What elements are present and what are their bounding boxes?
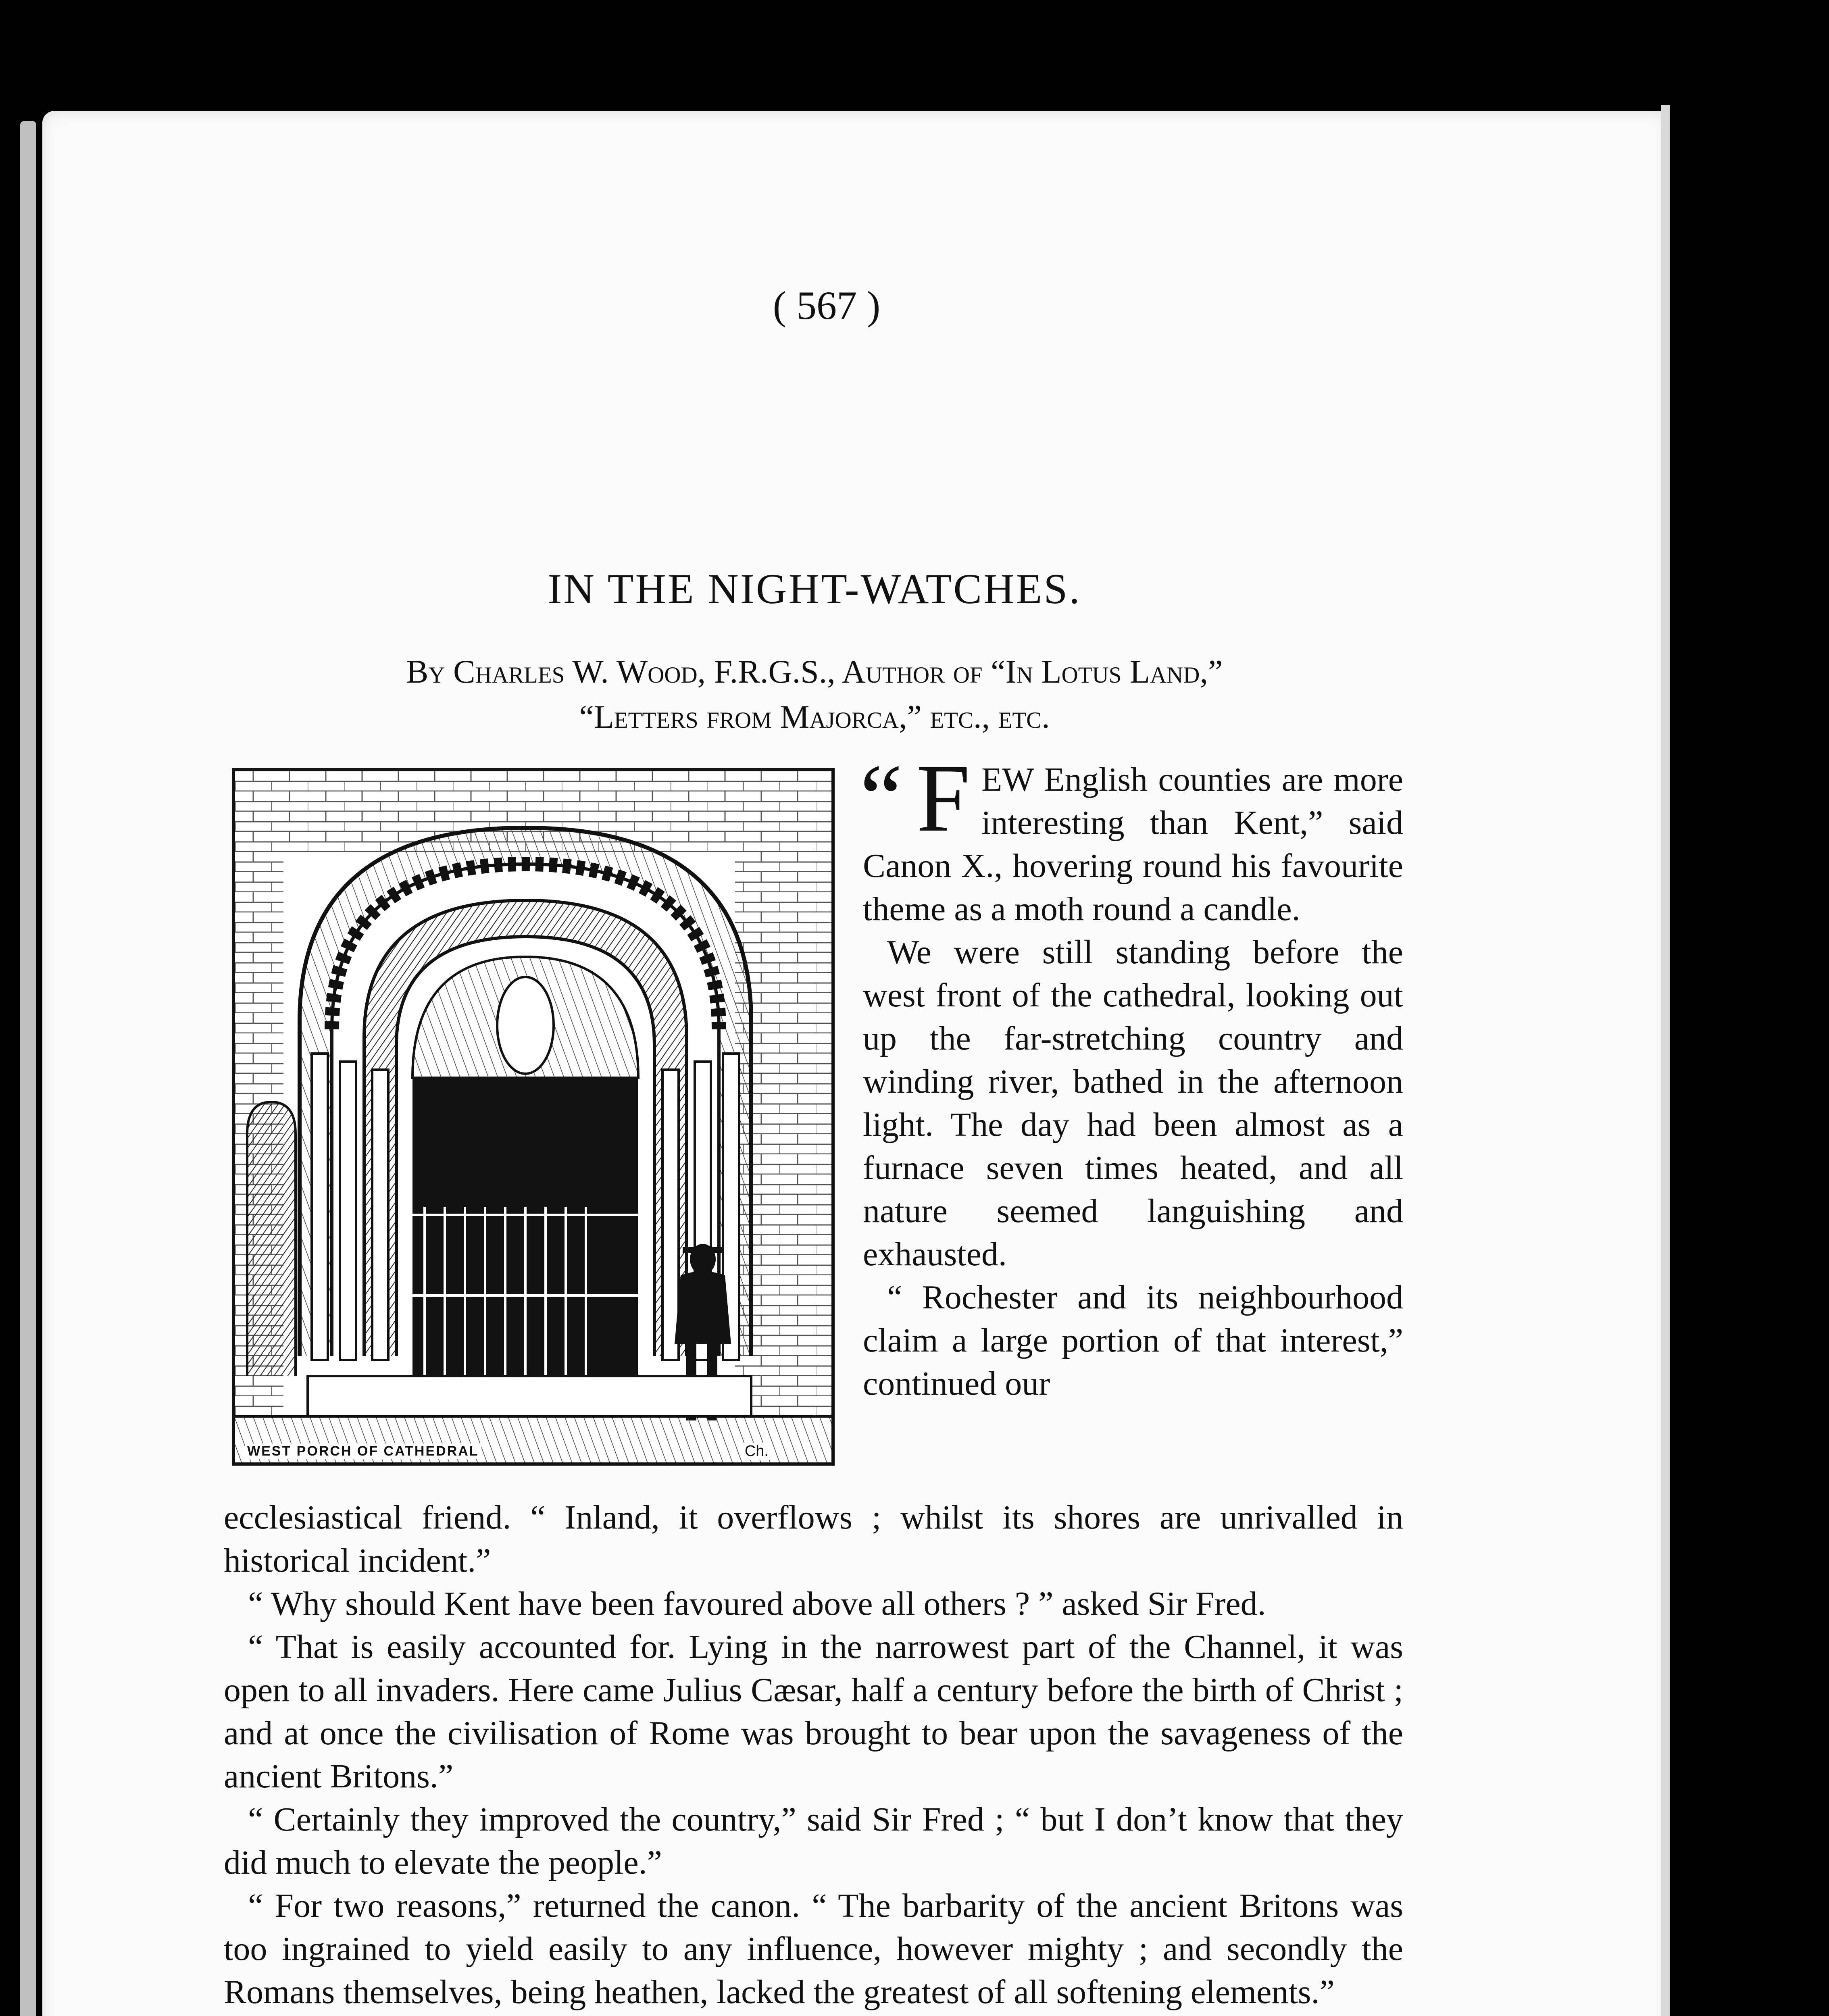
article-byline [218, 649, 1411, 739]
paragraph-6: “ Certainly they improved the country,” said Sir Fred ; “ but I don’t know that they did much to elevate the people.” [224, 1801, 1403, 1881]
paragraph-3-continued: ecclesiastical friend. “ Inland, it overflows ; whilst its shores are unrivalled in historical incident.” [224, 1499, 1403, 1579]
opening-quote: “ [860, 744, 903, 852]
paragraph-1-text: EW English counties are more interesting than Kent,” said Canon X., hovering round his favourite theme as a moth round a candle. [863, 761, 1403, 928]
illustration-caption: WEST PORCH OF CATHEDRAL [245, 1443, 481, 1459]
paragraph-7: “ For two reasons,” returned the canon. “ The barbarity of the ancient Britons was too ingrained to yield easily to any influence, however mighty ; and secondly the Romans themselves, being heathen, lacked the greatest of all softening elements.” [224, 1887, 1403, 2011]
article-title: IN THE NIGHT-WATCHES. [548, 565, 1081, 612]
paragraph-8 [224, 2014, 1403, 2016]
drop-cap-letter: F [916, 744, 971, 852]
paragraph-5: “ That is easily accounted for. Lying in the narrowest part of the Channel, it was open to all invaders. Here came Julius Cæsar, half a century before the birth of Christ ; and at once the civilisation of Rome was brought to bear upon the savageness of the ancient Britons.” [224, 1628, 1403, 1795]
porch-engraving [235, 771, 831, 1462]
drop-cap-initial [860, 744, 971, 852]
page-left-edge [20, 121, 36, 2016]
full-width-text [224, 1496, 1403, 2016]
byline-line-1: By Charles W. Wood, F.R.G.S., Author of “In Lotus Land,” [406, 653, 1223, 690]
page-right-edge [1661, 105, 1670, 2016]
paragraph-2: We were still standing before the west front of the cathedral, looking out up the far-stretching country and winding river, bathed in the afternoon light. The day had been almost as a furnace seven times heated, and all nature seemed languishing and exhausted. [863, 933, 1403, 1273]
page-number: ( 567 ) [773, 283, 881, 328]
paragraph-1 [860, 744, 1403, 931]
cathedral-porch-illustration [232, 768, 835, 1466]
paragraph-4: “ Why should Kent have been favoured above all others ? ” asked Sir Fred. [248, 1585, 1266, 1622]
artist-signature: Ch. [742, 1443, 771, 1460]
byline-line-2: “Letters from Majorca,” etc., etc. [579, 698, 1050, 735]
wrapped-text-column [860, 744, 1403, 1405]
paragraph-3: “ Rochester and its neighbourhood claim a large portion of that interest,” continued our [863, 1279, 1403, 1402]
